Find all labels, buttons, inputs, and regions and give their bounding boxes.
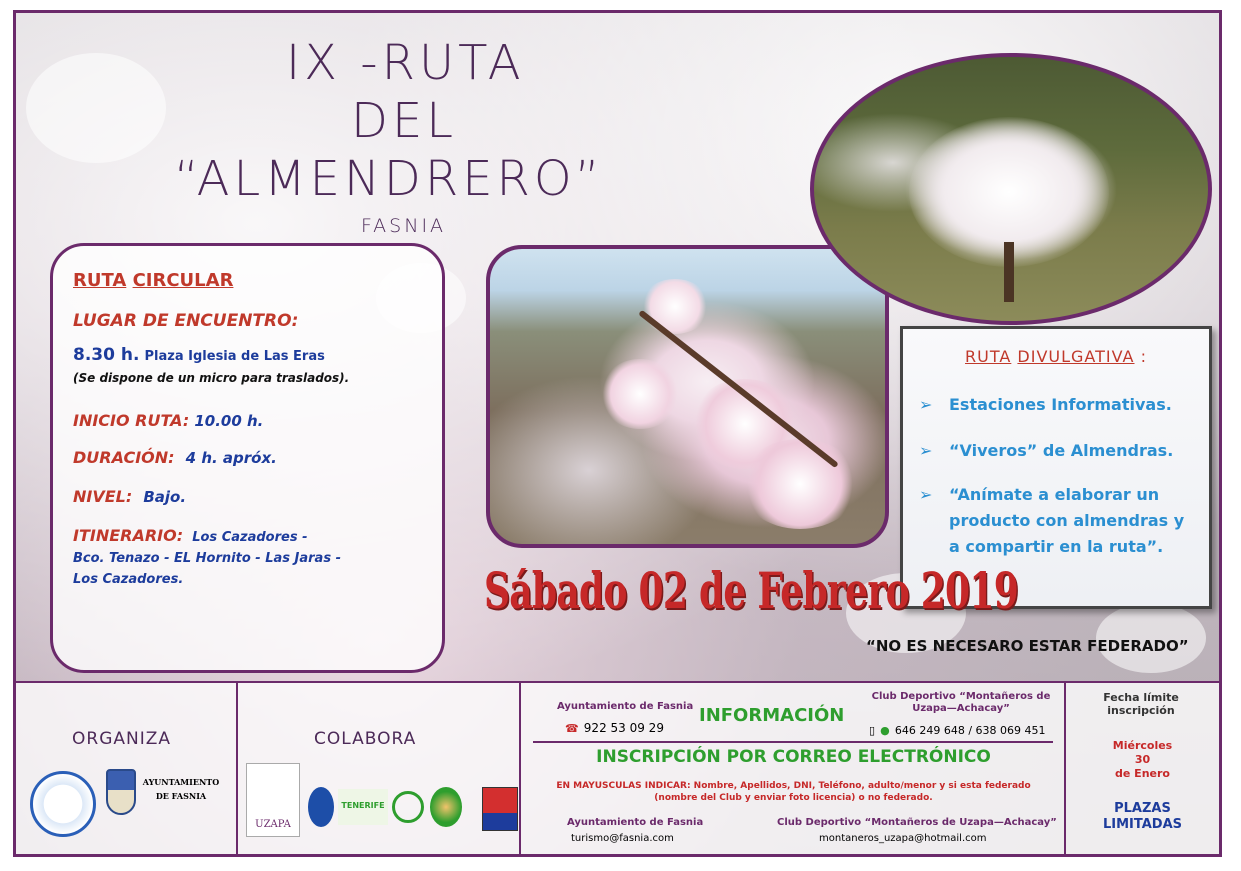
route-type-word: RUTA (73, 270, 127, 291)
title-line-2: DEL (351, 93, 458, 149)
tenerife-logo: TENERIFE (338, 789, 388, 825)
start-line (73, 411, 422, 430)
uzapa-logo (246, 763, 300, 837)
email-left-name: Ayuntamiento de Fasnia (567, 817, 704, 828)
route-type-heading (73, 270, 422, 291)
contact-column (521, 683, 1066, 857)
outreach-item-text: “Anímate a elaborar un producto con almendras y a compartir en la ruta”. (949, 485, 1185, 556)
deadline-line-2: 30 (1134, 753, 1151, 766)
arrow-bullet-icon: ➢ (919, 395, 933, 414)
outreach-item (915, 392, 1197, 418)
whatsapp-icon: ● (880, 724, 890, 737)
deadline-line-1: Miércoles (1112, 739, 1173, 752)
outreach-item (915, 482, 1197, 560)
blossom-cluster (740, 439, 860, 529)
arrow-bullet-icon: ➢ (919, 485, 933, 504)
fasnia-coat-of-arms-icon (106, 769, 136, 815)
route-circular-word: CIRCULAR (132, 270, 234, 291)
info-right-phones: 646 249 648 / 638 069 451 (894, 724, 1046, 737)
outreach-item-text: “Viveros” de Almendras. (949, 441, 1174, 460)
tree-trunk (1004, 242, 1014, 302)
deadline-label: Fecha límite inscripción (1103, 691, 1179, 717)
arrow-bullet-icon: ➢ (919, 441, 933, 460)
title-line-3: “ALMENDRERO” (174, 151, 604, 207)
organizer-column (16, 683, 238, 857)
duration-label: DURACIÓN: (73, 448, 175, 467)
outreach-item-text: Estaciones Informativas. (949, 395, 1172, 414)
mobile-phone-icon: ▯ (869, 724, 876, 737)
info-left-name: Ayuntamiento de Fasnia (557, 701, 694, 712)
meeting-place: Plaza Iglesia de Las Eras (144, 349, 325, 364)
info-right-name: Club Deportivo “Montañeros de Uzapa—Achacay” (871, 691, 1051, 714)
blossom-cluster (600, 359, 680, 429)
meeting-note: (Se dispone de un micro para traslados). (73, 371, 350, 385)
email-instructions-2: (nombre del Club y enviar foto licencia) o no federado. (654, 793, 933, 803)
start-value: 10.00 h. (194, 412, 264, 430)
info-title: INFORMACIÓN (699, 705, 845, 726)
phone-icon: ☎ (565, 722, 579, 735)
collaborator-column (238, 683, 521, 857)
level-line (73, 487, 422, 506)
outreach-heading-c: : (1140, 347, 1147, 366)
almond-blossom-photo (486, 245, 889, 548)
footer (16, 681, 1219, 857)
itinerary-line-3: Los Cazadores. (73, 572, 184, 587)
itinerary-label: ITINERARIO: (73, 526, 184, 545)
deadline-column (1066, 683, 1219, 857)
fasnia-logo-text: AYUNTAMIENTO DE FASNIA (142, 777, 220, 801)
places-line-2: LIMITADAS (1102, 817, 1183, 832)
blossom-cluster (640, 279, 710, 334)
background-blossom (26, 53, 166, 163)
email-instructions-1: EN MAYUSCULAS INDICAR: Nombre, Apellidos, DNI, Teléfono, adulto/menor y si esta federado (556, 781, 1031, 791)
route-info-panel (50, 243, 445, 673)
level-value: Bajo. (143, 488, 187, 506)
uzapa-club-seal-icon (30, 771, 96, 837)
almond-tree-photo (810, 53, 1212, 325)
green-badge-logo-icon (430, 787, 462, 827)
meeting-time: 8.30 h. (73, 345, 140, 365)
organizer-heading: ORGANIZA (72, 729, 172, 749)
itinerary-line-1: Los Cazadores - (192, 530, 308, 545)
info-right-phone-line (869, 719, 1046, 738)
meeting-label: LUGAR DE ENCUENTRO: (73, 311, 299, 331)
contact-divider (533, 741, 1053, 743)
federation-note: “NO ES NECESARO ESTAR FEDERADO” (866, 637, 1189, 655)
title-line-1: IX -RUTA (286, 35, 525, 91)
outreach-heading (915, 347, 1197, 366)
cabildo-tenerife-logo-icon (308, 787, 334, 827)
sustainable-tenerife-logo-icon (392, 791, 424, 823)
level-label: NIVEL: (73, 487, 133, 506)
outreach-heading-a: RUTA (965, 347, 1012, 366)
email-right-name: Club Deportivo “Montañeros de Uzapa—Achacay” (777, 817, 1057, 828)
aea-logo-icon (482, 787, 518, 831)
places-line-1: PLAZAS (1114, 801, 1171, 816)
email-left[interactable]: turismo@fasnia.com (571, 833, 674, 844)
event-date: Sábado 02 de Febrero 2019 (484, 561, 1019, 620)
start-label: INICIO RUTA: (73, 411, 190, 430)
title-place: FASNIA (361, 215, 447, 237)
poster (13, 10, 1222, 857)
duration-line (73, 448, 422, 467)
meeting-line (73, 345, 422, 365)
email-title: INSCRIPCIÓN POR CORREO ELECTRÓNICO (596, 747, 991, 767)
info-left-phone-line (565, 717, 664, 736)
itinerary-line (73, 526, 422, 545)
uzapa-logo-text: UZAPA (255, 819, 291, 830)
deadline-line-3: de Enero (1115, 767, 1170, 780)
outreach-heading-b: DIVULGATIVA (1017, 347, 1135, 366)
itinerary-line-2: Bco. Tenazo - EL Hornito - Las Jaras - (73, 551, 341, 566)
email-right[interactable]: montaneros_uzapa@hotmail.com (819, 833, 987, 844)
collaborator-heading: COLABORA (314, 729, 417, 749)
outreach-item (915, 438, 1197, 464)
info-left-phone: 922 53 09 29 (583, 721, 664, 735)
duration-value: 4 h. apróx. (185, 449, 277, 467)
